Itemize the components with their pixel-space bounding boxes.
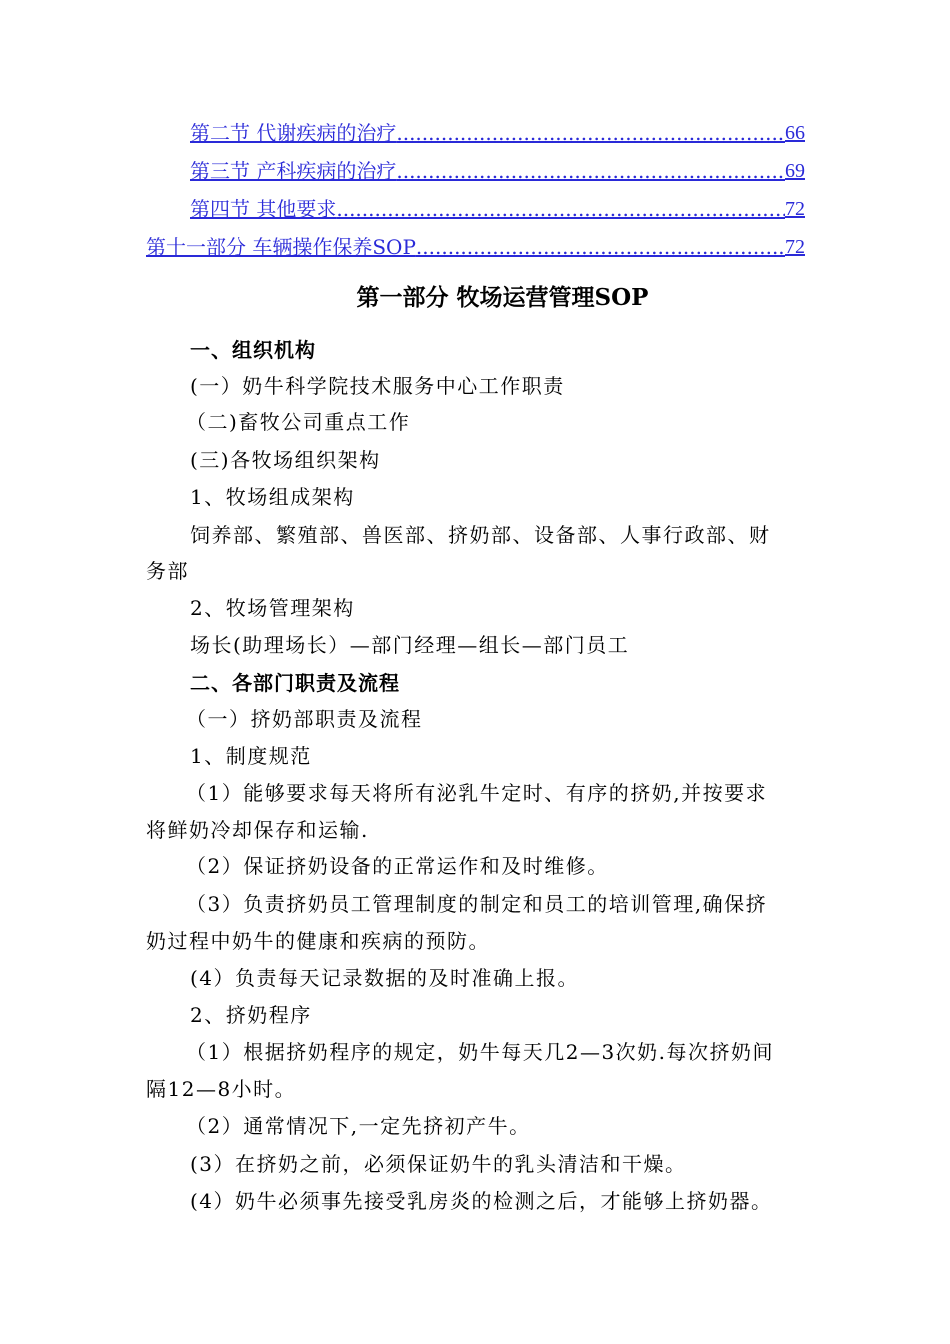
toc-leader-dots [416,232,785,262]
toc-leader-dots [336,194,785,224]
toc-leader-dots [396,118,785,148]
section-heading: 二、各部门职责及流程 [190,671,400,695]
toc-entry-other-requirements[interactable] [190,194,805,224]
toc-entry-label: 第四节 其他要求 [190,197,337,221]
paragraph-line: 饲养部、繁殖部、兽医部、挤奶部、设备部、人事行政部、财 [190,523,771,547]
paragraph-line: (4）负责每天记录数据的及时准确上报。 [190,966,580,990]
subsection-heading: （一）挤奶部职责及流程 [186,707,423,731]
paragraph-line: （3）负责挤奶员工管理制度的制定和员工的培训管理,确保挤 [186,892,768,916]
item-heading: 2、牧场管理架构 [190,596,355,620]
subsection-heading: (一）奶牛科学院技术服务中心工作职责 [190,374,565,398]
toc-entry-label: 第三节 产科疾病的治疗 [190,159,397,183]
paragraph-line: (3）在挤奶之前，必须保证奶牛的乳头清洁和干燥。 [190,1152,687,1176]
subsection-heading: (三)各牧场组织架构 [190,448,381,472]
paragraph-line: 场长(助理场长）—部门经理—组长—部门员工 [190,633,630,657]
toc-page-number: 72 [785,236,805,258]
toc-entry-metabolic-disease[interactable] [190,118,805,148]
toc-page-number: 66 [785,122,805,144]
paragraph-line: 将鲜奶冷却保存和运输. [146,818,369,842]
item-heading: 1、制度规范 [190,744,312,768]
toc-entry-label: 第十一部分 车辆操作保养SOP [146,235,416,259]
subsection-heading: （二)畜牧公司重点工作 [186,410,411,434]
paragraph-line: （1）能够要求每天将所有泌乳牛定时、有序的挤奶,并按要求 [186,781,768,805]
paragraph-line: （1）根据挤奶程序的规定，奶牛每天几2—3次奶.每次挤奶间 [186,1040,775,1064]
toc-entry-obstetric-disease[interactable] [190,156,805,186]
paragraph-line: 隔12—8小时。 [146,1077,297,1101]
toc-entry-label: 第二节 代谢疾病的治疗 [190,121,397,145]
toc-leader-dots [396,156,785,186]
item-heading: 2、挤奶程序 [190,1003,312,1027]
toc-page-number: 72 [785,198,805,220]
paragraph-line: (4）奶牛必须事先接受乳房炎的检测之后，才能够上挤奶器。 [190,1189,773,1213]
section-heading: 一、组织机构 [190,338,316,362]
toc-entry-vehicle-sop[interactable] [146,232,805,262]
paragraph-line: （2）通常情况下,一定先挤初产牛。 [186,1114,531,1138]
paragraph-line: 务部 [146,559,189,583]
chapter-title: 第一部分 牧场运营管理SOP [356,284,649,311]
paragraph-line: （2）保证挤奶设备的正常运作和及时维修。 [186,854,609,878]
toc-page-number: 69 [785,160,805,182]
paragraph-line: 奶过程中奶牛的健康和疾病的预防。 [146,929,490,953]
item-heading: 1、牧场组成架构 [190,485,355,509]
